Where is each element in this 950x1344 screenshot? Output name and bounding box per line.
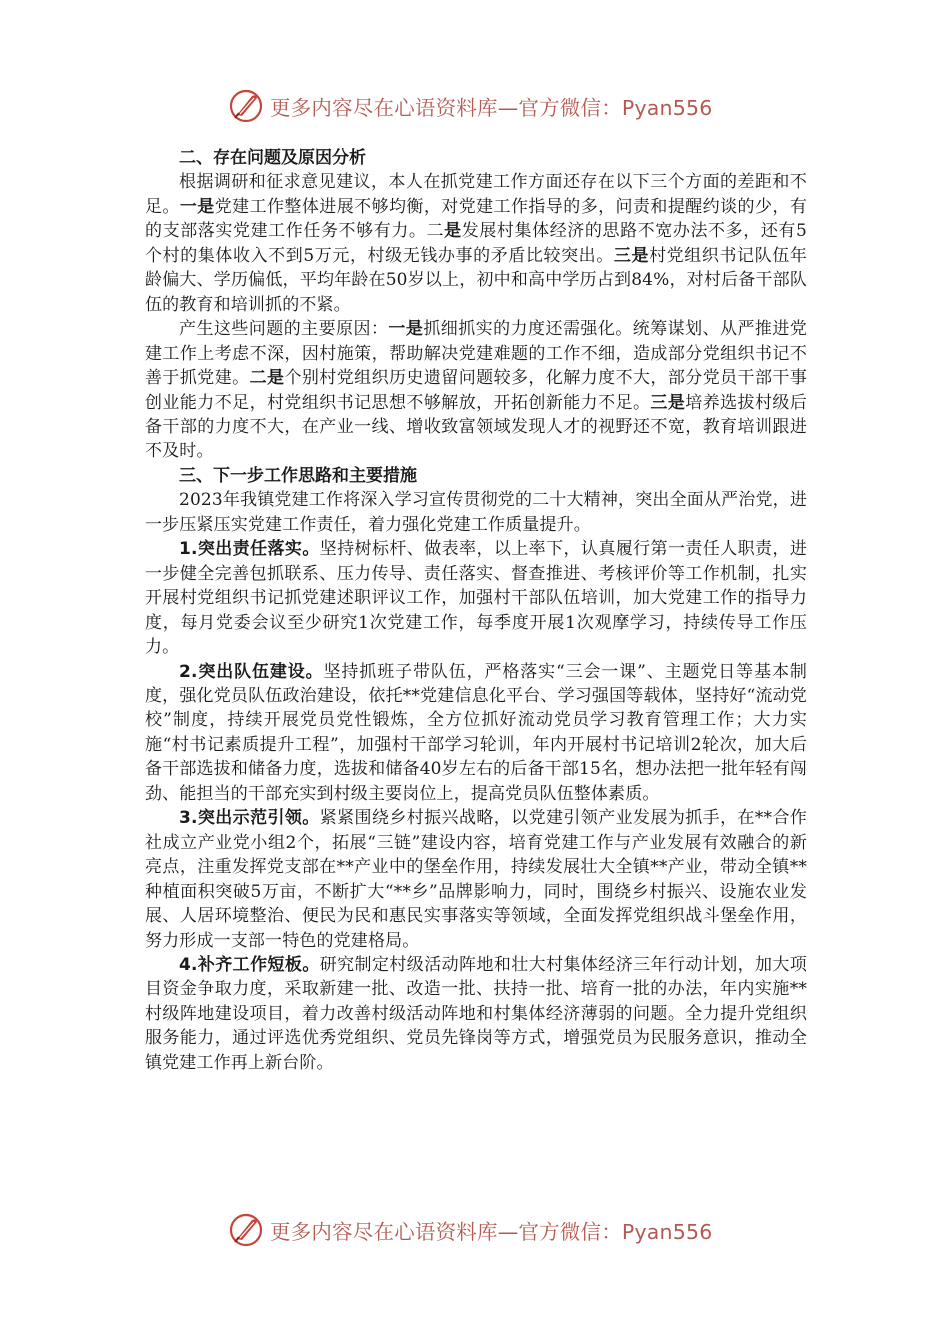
quill-pen-icon [228,88,264,124]
numbered-item: 2.突出队伍建设。坚持抓班子带队伍，严格落实“三会一课”、主题党日等基本制度，强化党员队伍政治建设，依托**党建信息化平台、学习强国等载体，坚持好“流动党校”制度，持续开展党员党性锻炼，全方位抓好流动党员学习教育管理工作；大力实施“村书记素质提升工程”，加强村干部学习轮训，年内开展村书记培训2轮次，加大后备干部选拔和储备力度，选拔和储备40岁左右的后备干部15名，想办法把一批年轻有闯劲、能担当的干部充实到村级主要岗位上，提高党员队伍整体素质。 [145,661,807,804]
paragraph: 2023年我镇党建工作将深入学习宣传贯彻党的二十大精神，突出全面从严治党，进一步压紧压实党建工作责任，着力强化党建工作质量提升。 [145,490,807,535]
watermark-text: 更多内容尽在心语资料库—官方微信：Pyan556 [270,1220,713,1244]
numbered-item: 3.突出示范引领。紧紧围绕乡村振兴战略，以党建引领产业发展为抓手，在**合作社成立产业党小组2个，拓展“三链”建设内容，培育党建工作与产业发展有效融合的新亮点，注重发挥党支部在**产业中的堡垒作用，持续发展壮大全镇**产业，带动全镇**种植面积突破5万亩，不断扩大“**乡”品牌影响力，同时，围绕乡村振兴、设施农业发展、人居环境整治、便民为民和惠民实事落实等领域，全面发挥党组织战斗堡垒作用，努力形成一支部一特色的党建格局。 [145,808,807,951]
paragraph: 根据调研和征求意见建议，本人在抓党建工作方面还存在以下三个方面的差距和不足。一是党建工作整体进展不够均衡，对党建工作指导的多，问责和提醒约谈的少，有的支部落实党建工作任务不够有力。二是发展村集体经济的思路不宽办法不多，还有5个村的集体收入不到5万元，村级无钱办事的矛盾比较突出。三是村党组织书记队伍年龄偏大、学历偏低，平均年龄在50岁以上，初中和高中学历占到84%，对村后备干部队伍的教育和培训抓的不紧。 [145,172,807,315]
section-heading: 二、存在问题及原因分析 [179,148,366,168]
numbered-item: 4.补齐工作短板。研究制定村级活动阵地和壮大村集体经济三年行动计划，加大项目资金争取力度，采取新建一批、改造一批、扶持一批、培育一批的办法，年内实施**村级阵地建设项目，着力改善村级活动阵地和村集体经济薄弱的问题。全力提升党组织服务能力，通过评选优秀党组织、党员先锋岗等方式，增强党员为民服务意识，推动全镇党建工作再上新台阶。 [145,954,807,1073]
document-body [145,146,807,1075]
section-heading: 三、下一步工作思路和主要措施 [179,465,417,486]
quill-pen-icon [228,1212,264,1248]
paragraph: 产生这些问题的主要原因：一是抓细抓实的力度还需强化。统筹谋划、从严推进党建工作上考虑不深，因村施策，帮助解决党建难题的工作不细，造成部分党组织书记不善于抓党建。二是个别村党组织历史遗留问题较多，化解力度不大，部分党员干部干事创业能力不足，村党组织书记思想不够解放，开拓创新能力不足。三是培养选拔村级后备干部的力度不大，在产业一线、增收致富领域发现人才的视野还不宽，教育培训跟进不及时。 [145,319,807,462]
numbered-item: 1.突出责任落实。坚持树标杆、做表率，以上率下，认真履行第一责任人职责，进一步健全完善包抓联系、压力传导、责任落实、督查推进、考核评价等工作机制，扎实开展村党组织书记抓党建述职评议工作，加强村干部队伍培训，加大党建工作的指导力度，每月党委会议至少研究1次党建工作，每季度开展1次观摩学习，持续传导工作压力。 [145,539,807,658]
watermark-text: 更多内容尽在心语资料库—官方微信：Pyan556 [270,96,713,120]
watermark-banner-top [228,86,712,126]
watermark-banner-bottom [228,1210,712,1250]
